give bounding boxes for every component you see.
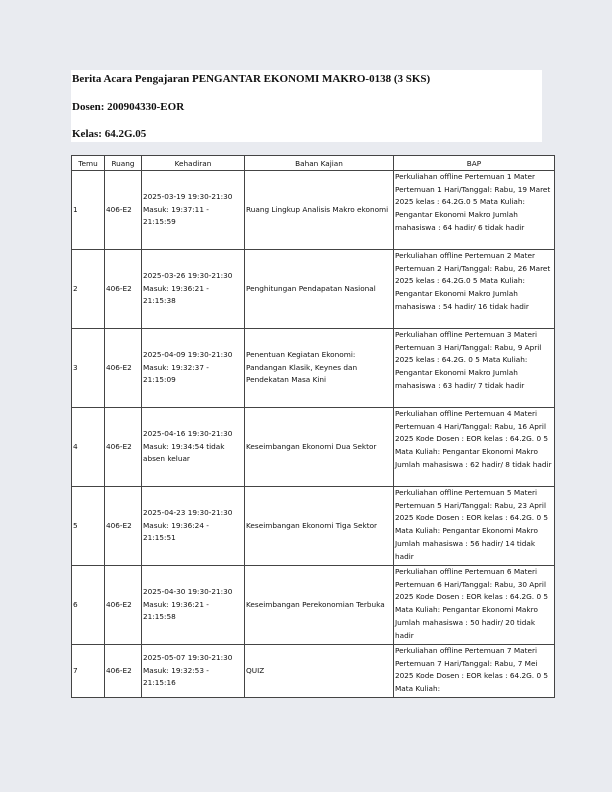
table-row	[72, 329, 555, 408]
column-header-kehadiran: Kehadiran	[142, 156, 245, 171]
cell-kehadiran: 2025-04-23 19:30-21:30 Masuk: 19:36:24 - 21:15:51	[142, 487, 245, 566]
cell-temu: 1	[72, 171, 105, 250]
cell-kehadiran: 2025-04-30 19:30-21:30 Masuk: 19:36:21 - 21:15:58	[142, 566, 245, 645]
cell-bap: Perkuliahan offline Pertemuan 4 Materi Pertemuan 4 Hari/Tanggal: Rabu, 16 April 2025 Kode Dosen : EOR kelas : 64.2G. 0 5 Mata Kuliah: Pengantar Ekonomi Makro Jumlah mahasiswa : 62 hadir/ 8 tidak hadir	[394, 408, 555, 487]
table-row	[72, 250, 555, 329]
lecturer-line: Dosen: 200904330-EOR	[72, 101, 185, 113]
cell-bahan-kajian: Ruang Lingkup Analisis Makro ekonomi	[245, 171, 394, 250]
document-title: Berita Acara Pengajaran PENGANTAR EKONOMI MAKRO-0138 (3 SKS)	[72, 73, 431, 85]
cell-ruang: 406-E2	[105, 487, 142, 566]
cell-temu: 3	[72, 329, 105, 408]
cell-temu: 2	[72, 250, 105, 329]
cell-kehadiran: 2025-03-19 19:30-21:30 Masuk: 19:37:11 - 21:15:59	[142, 171, 245, 250]
cell-kehadiran: 2025-04-16 19:30-21:30 Masuk: 19:34:54 tidak absen keluar	[142, 408, 245, 487]
column-header-temu: Temu	[72, 156, 105, 171]
document-header	[71, 70, 542, 142]
column-header-bap: BAP	[394, 156, 555, 171]
cell-bahan-kajian: QUIZ	[245, 645, 394, 698]
cell-kehadiran: 2025-04-09 19:30-21:30 Masuk: 19:32:37 - 21:15:09	[142, 329, 245, 408]
cell-ruang: 406-E2	[105, 250, 142, 329]
cell-bahan-kajian: Penentuan Kegiatan Ekonomi: Pandangan Klasik, Keynes dan Pendekatan Masa Kini	[245, 329, 394, 408]
table-row	[72, 645, 555, 698]
cell-bahan-kajian: Keseimbangan Ekonomi Tiga Sektor	[245, 487, 394, 566]
table-row	[72, 171, 555, 250]
teaching-record-table	[71, 155, 555, 698]
table-header-row	[72, 156, 555, 171]
cell-bahan-kajian: Keseimbangan Ekonomi Dua Sektor	[245, 408, 394, 487]
cell-bap: Perkuliahan offline Pertemuan 5 Materi Pertemuan 5 Hari/Tanggal: Rabu, 23 April 2025 Kode Dosen : EOR kelas : 64.2G. 0 5 Mata Kuliah: Pengantar Ekonomi Makro Jumlah mahasiswa : 56 hadir/ 14 tidak hadir	[394, 487, 555, 566]
cell-bap: Perkuliahan offline Pertemuan 2 Mater Pertemuan 2 Hari/Tanggal: Rabu, 26 Maret 2025 kelas : 64.2G.0 5 Mata Kuliah: Pengantar Ekonomi Makro Jumlah mahasiswa : 54 hadir/ 16 tidak hadir	[394, 250, 555, 329]
cell-ruang: 406-E2	[105, 329, 142, 408]
cell-temu: 7	[72, 645, 105, 698]
cell-ruang: 406-E2	[105, 171, 142, 250]
column-header-ruang: Ruang	[105, 156, 142, 171]
cell-temu: 6	[72, 566, 105, 645]
cell-bahan-kajian: Penghitungan Pendapatan Nasional	[245, 250, 394, 329]
cell-bap: Perkuliahan offline Pertemuan 3 Materi Pertemuan 3 Hari/Tanggal: Rabu, 9 April 2025 kelas : 64.2G. 0 5 Mata Kuliah: Pengantar Ekonomi Makro Jumlah mahasiswa : 63 hadir/ 7 tidak hadir	[394, 329, 555, 408]
table-row	[72, 487, 555, 566]
cell-bap: Perkuliahan offline Pertemuan 6 Materi Pertemuan 6 Hari/Tanggal: Rabu, 30 April 2025 Kode Dosen : EOR kelas : 64.2G. 0 5 Mata Kuliah: Pengantar Ekonomi Makro Jumlah mahasiswa : 50 hadir/ 20 tidak hadir	[394, 566, 555, 645]
class-line: Kelas: 64.2G.05	[72, 128, 147, 140]
cell-bap: Perkuliahan offline Pertemuan 1 Mater Pertemuan 1 Hari/Tanggal: Rabu, 19 Maret 2025 kelas : 64.2G.0 5 Mata Kuliah: Pengantar Ekonomi Makro Jumlah mahasiswa : 64 hadir/ 6 tidak hadir	[394, 171, 555, 250]
cell-ruang: 406-E2	[105, 408, 142, 487]
cell-kehadiran: 2025-03-26 19:30-21:30 Masuk: 19:36:21 - 21:15:38	[142, 250, 245, 329]
cell-ruang: 406-E2	[105, 566, 142, 645]
table-row	[72, 566, 555, 645]
cell-bap: Perkuliahan offline Pertemuan 7 Materi Pertemuan 7 Hari/Tanggal: Rabu, 7 Mei 2025 Kode Dosen : EOR kelas : 64.2G. 0 5 Mata Kuliah:	[394, 645, 555, 698]
cell-kehadiran: 2025-05-07 19:30-21:30 Masuk: 19:32:53 - 21:15:16	[142, 645, 245, 698]
table-row	[72, 408, 555, 487]
column-header-bahan-kajian: Bahan Kajian	[245, 156, 394, 171]
cell-ruang: 406-E2	[105, 645, 142, 698]
cell-bahan-kajian: Keseimbangan Perekonomian Terbuka	[245, 566, 394, 645]
cell-temu: 5	[72, 487, 105, 566]
cell-temu: 4	[72, 408, 105, 487]
